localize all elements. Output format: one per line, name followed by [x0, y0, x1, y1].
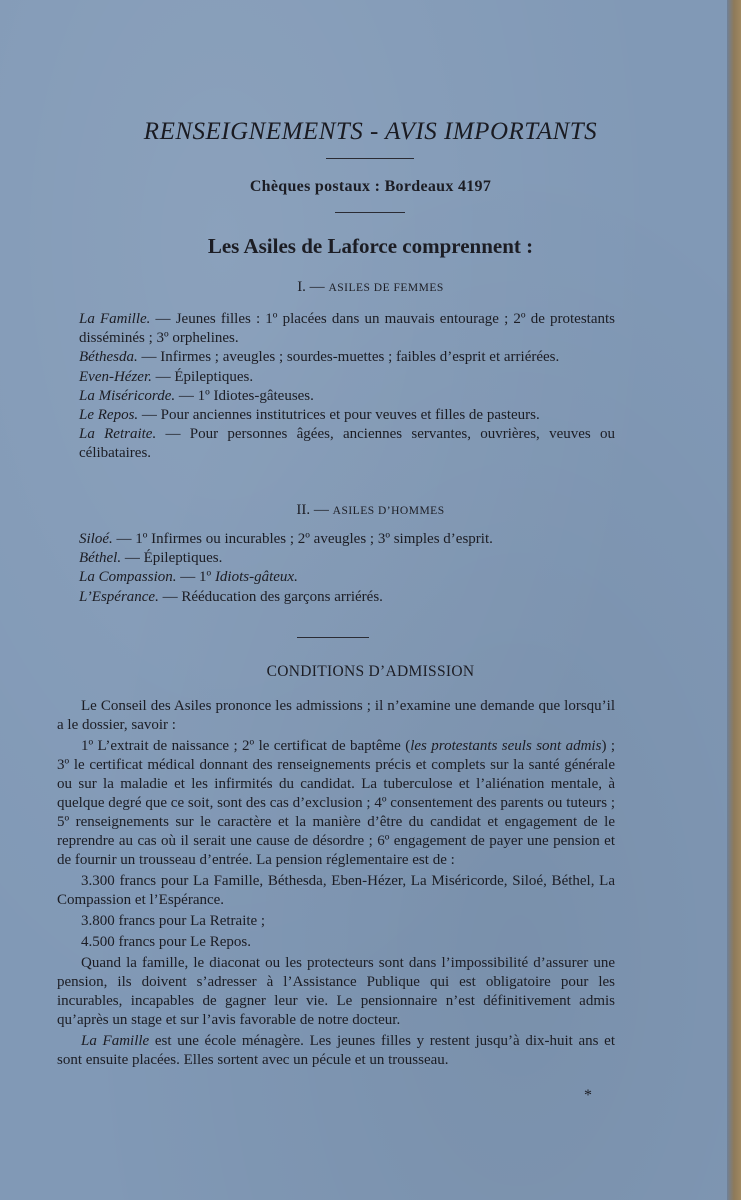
paragraph: 3.300 francs pour La Famille, Béthesda, Eben-Hézer, La Miséricorde, Siloé, Béthel, La Compassion et l’Espérance. [57, 873, 615, 908]
list-item: La Compassion. — 1º Idiots-gâteux. [79, 569, 298, 586]
end-mark: * [584, 1087, 592, 1104]
postal-cheques: Chèques postaux : Bordeaux 4197 [249, 178, 492, 195]
cheques-rule [335, 212, 405, 213]
section-women-num: I. — [297, 279, 325, 295]
section-women-title [0, 279, 741, 296]
conditions-text [57, 697, 615, 1072]
paragraph: 1º L’extrait de naissance ; 2º le certificat de baptême (les protestants seuls sont admis) ; 3º le certificat médical donnant des renseignements précis et complets sur la santé générale ou sur la maladie et les infirmités du candidat. La tuberculose et l’aliénation mentale, à quelque degré que ce soit, sont des cas d’exclusion ; 4º consentement des parents ou tuteurs ; 5º renseignements sur le caractère et la manière d’être du candidat et engagement de le reprendre au cas où il serait une cause de désordre ; 6º engagement de payer une pension et de fournir un trousseau d’entrée. La pension réglementaire est de : [57, 738, 615, 868]
section-men-title [0, 502, 741, 519]
women-asylums-list [79, 310, 615, 464]
conditions-title: CONDITIONS D’ADMISSION [266, 663, 475, 680]
paragraph: Quand la famille, le diaconat ou les protecteurs sont dans l’impossibilité d’assurer une pension, ils doivent s’adresser à l’Assistance Publique qui est obligatoire pour les incurables, incapables de gagner leur vie. Le pensionnaire n’est définitivement admis qu’après un stage et sur l’avis favorable de notre docteur. [57, 955, 615, 1028]
section-men-num: II. — [296, 502, 329, 518]
paragraph: La Famille est une école ménagère. Les jeunes filles y restent jusqu’à dix-huit ans et sont ensuite placées. Elles sortent avec un pécule et un trousseau. [57, 1033, 616, 1068]
title-rule [326, 158, 414, 159]
list-item: La Famille. — Jeunes filles : 1º placées dans un mauvais entourage ; 2º de protestants disséminés ; 3º orphelines. [79, 311, 615, 347]
section-women-label: ASILES DE FEMMES [328, 282, 444, 294]
page-title: RENSEIGNEMENTS - AVIS IMPORTANTS [143, 118, 598, 145]
list-item: L’Espérance. — Rééducation des garçons arriérés. [79, 588, 383, 605]
list-item: La Miséricorde. — 1º Idiotes-gâteuses. [79, 387, 314, 404]
list-item: Béthesda. — Infirmes ; aveugles ; sourdes-muettes ; faibles d’esprit et arriérées. [79, 349, 560, 366]
list-item: Le Repos. — Pour anciennes institutrices et pour veuves et filles de pasteurs. [79, 407, 540, 424]
section-men-label: ASILES D’HOMMES [332, 505, 445, 517]
list-item: Siloé. — 1º Infirmes ou incurables ; 2º aveugles ; 3º simples d’esprit. [79, 531, 493, 547]
list-item: Béthel. — Épileptiques. [79, 550, 223, 567]
conditions-rule [297, 637, 369, 638]
list-item: La Retraite. — Pour personnes âgées, anciennes servantes, ouvrières, veuves ou célibataires. [79, 426, 615, 462]
paragraph: 3.800 francs pour La Retraite ; [81, 913, 266, 929]
men-asylums-list [79, 530, 615, 607]
paragraph: 4.500 francs pour Le Repos. [81, 934, 251, 950]
paragraph: Le Conseil des Asiles prononce les admissions ; il n’examine une demande que lorsqu’il a le dossier, savoir : [57, 698, 615, 733]
list-item: Even-Hézer. — Épileptiques. [79, 368, 254, 385]
section-heading: Les Asiles de Laforce comprennent : [207, 234, 534, 258]
